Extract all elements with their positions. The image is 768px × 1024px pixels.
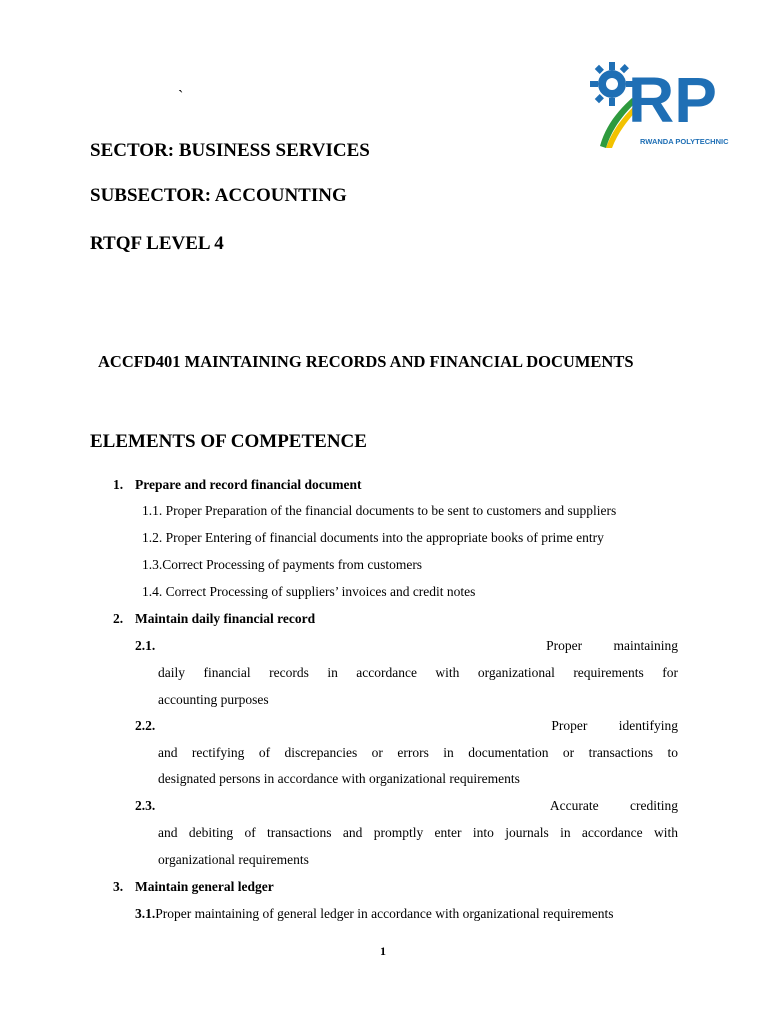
criterion-text: Correct Processing of suppliers’ invoices and credit notes [165,584,476,599]
sector-heading: SECTOR: BUSINESS SERVICES [90,140,370,161]
rwanda-polytechnic-logo [590,54,729,150]
criterion-number: 2.2. [135,718,156,733]
criterion-number: 1.4. [142,584,163,599]
criterion-number: 1.3. [142,557,163,572]
criterion-item [142,557,422,573]
criterion-text: Correct Processing of payments from customers [162,557,423,572]
criterion-lead: Proper maintaining [546,638,678,653]
subsector-heading: SUBSECTOR: ACCOUNTING [90,185,347,206]
criterion-text: designated persons in accordance with organizational requirements [158,771,520,786]
unit-title: ACCFD401 MAINTAINING RECORDS AND FINANCIAL DOCUMENTS [98,352,634,371]
criterion-lead: Proper identifying [551,718,678,733]
svg-text:RWANDA POLYTECHNIC: RWANDA POLYTECHNIC [640,137,729,146]
criterion-text: and rectifying of discrepancies or errors in documentation or transactions to [158,745,678,760]
criterion-item [142,584,475,600]
criterion-text: Proper Preparation of the financial documents to be sent to customers and suppliers [165,503,617,518]
criterion-number: 2.1. [135,638,156,653]
criterion-number: 3.1. [135,906,156,921]
stray-mark: ` [178,88,184,105]
criterion-text: and debiting of transactions and promptly enter into journals in accordance with [158,825,678,840]
element-number: 2. [113,611,124,626]
level-heading: RTQF LEVEL 4 [90,233,224,254]
element-number: 1. [113,477,124,492]
criterion-text: Proper Entering of financial documents into the appropriate books of prime entry [165,530,604,545]
criterion-number: 2.3. [135,798,156,813]
criterion-text: accounting purposes [158,692,269,707]
element-title: Maintain daily financial record [135,611,316,626]
page-number: 1 [380,944,386,958]
criterion-text: Proper maintaining of general ledger in accordance with organizational requirements [155,906,614,921]
criterion-number: 1.2. [142,530,163,545]
svg-text:RP: RP [628,64,717,136]
criterion-lead: Accurate crediting [549,798,678,813]
criterion-item [142,503,616,519]
element-title: Prepare and record financial document [135,477,362,492]
element-title: Maintain general ledger [135,879,274,894]
criterion-item [142,530,604,546]
criterion-text: daily financial records in accordance with organizational requirements for [158,665,678,680]
rp-logo-icon [590,54,729,150]
element-number: 3. [113,879,124,894]
criterion-text: organizational requirements [158,852,309,867]
criterion-number: 1.1. [142,503,163,518]
elements-heading: ELEMENTS OF COMPETENCE [90,431,367,452]
criterion-item [135,906,613,922]
